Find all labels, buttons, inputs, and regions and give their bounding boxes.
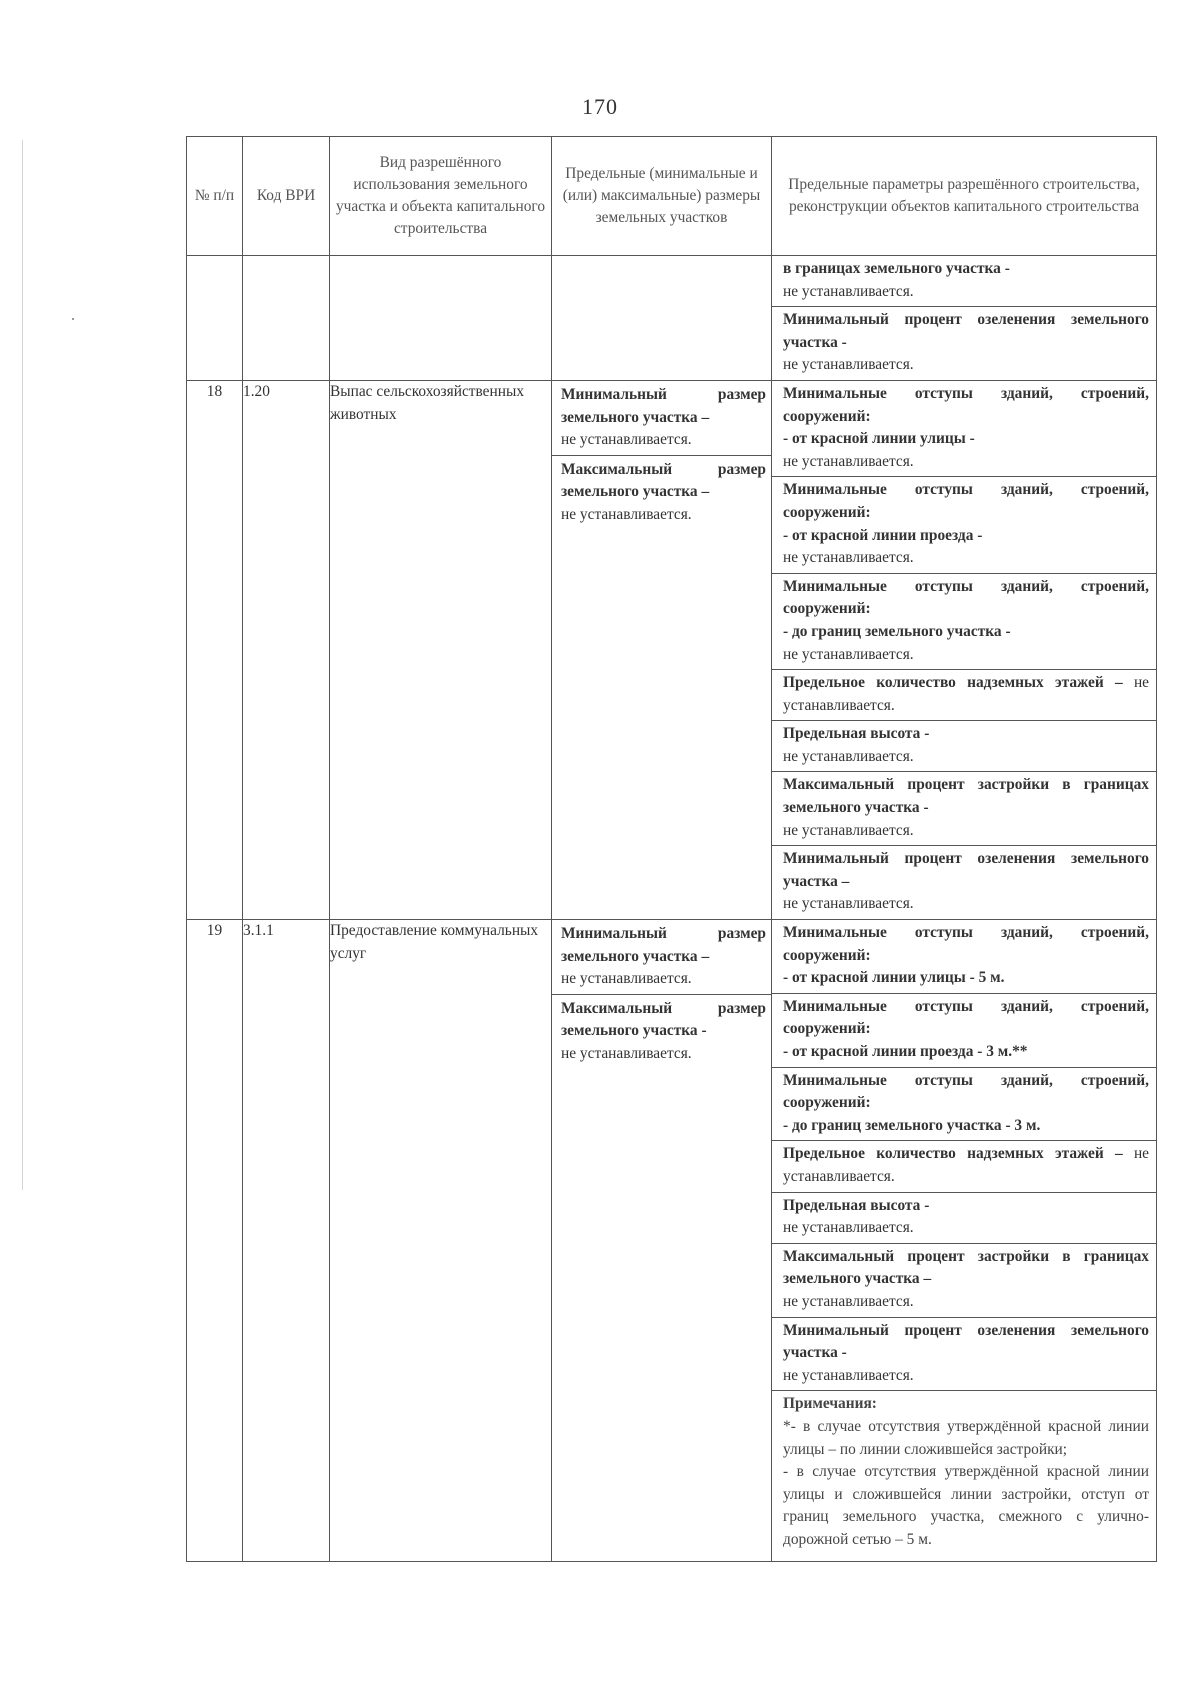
row18-use-name: Выпас сельскохозяйственных животных [330, 380, 552, 919]
row18-min-size: Минимальный размер земельного участка – не устанавливается. [552, 381, 771, 456]
row18-setback-passage: Минимальные отступы зданий, строений, сооружений: - от красной линии проезда - не устанавливается. [772, 477, 1156, 573]
cont-code-cell [243, 256, 330, 381]
row19-setback-plot-border: Минимальные отступы зданий, строений, сооружений: - до границ земельного участка - 3 м. [772, 1068, 1156, 1142]
header-build-params: Предельные параметры разрешённого строительства, реконструкции объектов капитального строительства [772, 137, 1157, 256]
row19-notes: Примечания: *- в случае отсутствия утверждённой красной линии улицы – по линии сложившейся застройки; - в случае отсутствия утверждённой красной линии улицы и сложившейся линии застройки, отступ от границ земельного участка, смежного с улично-дорожной сетью – 5 м. [783, 1395, 1149, 1548]
row19-setback-passage: Минимальные отступы зданий, строений, сооружений: - от красной линии проезда - 3 м.** [772, 994, 1156, 1068]
header-code: Код ВРИ [243, 137, 330, 256]
row19-build-percent: Максимальный процент застройки в границах земельного участка – не устанавливается. [772, 1244, 1156, 1318]
row18-setback-street: Минимальные отступы зданий, строений, сооружений: - от красной линии улицы - не устанавливается. [772, 381, 1156, 477]
row19-sizes-cell [552, 920, 772, 1562]
row18-green-percent: Минимальный процент озеленения земельного участка – не устанавливается. [783, 850, 1149, 913]
row18-sizes-cell [552, 380, 772, 919]
row19-max-size: Максимальный размер земельного участка - не устанавливается. [561, 999, 766, 1062]
row19-code: 3.1.1 [243, 920, 330, 1562]
row19-use-name: Предоставление коммунальных услуг [330, 920, 552, 1562]
table-row-19 [187, 920, 1157, 1562]
row19-note-1: *- в случае отсутствия утверждённой красной линии улицы – по линии сложившейся застройки; [783, 1417, 1149, 1458]
cont-num-cell [187, 256, 243, 381]
cont-params-cell [772, 256, 1157, 381]
row19-green-percent: Минимальный процент озеленения земельного участка - не устанавливается. [772, 1318, 1156, 1392]
param-build-percent: в границах земельного участка - не устанавливается. [772, 256, 1156, 307]
row19-num: 19 [187, 920, 243, 1562]
row18-height-limit: Предельная высота - не устанавливается. [772, 721, 1156, 772]
row18-max-size: Максимальный размер земельного участка – не устанавливается. [561, 460, 766, 523]
row18-setback-plot-border: Минимальные отступы зданий, строений, сооружений: - до границ земельного участка - не устанавливается. [772, 574, 1156, 670]
row18-floors-limit: Предельное количество надземных этажей – не устанавливается. [772, 670, 1156, 721]
scan-speck [72, 318, 74, 320]
row18-num: 18 [187, 380, 243, 919]
param-green-percent: Минимальный процент озеленения земельного участка - не устанавливается. [783, 311, 1149, 374]
cont-sizes-cell [552, 256, 772, 381]
row19-height-limit: Предельная высота - не устанавливается. [772, 1193, 1156, 1244]
row19-params-cell [772, 920, 1157, 1562]
row18-params-cell [772, 380, 1157, 919]
row18-build-percent: Максимальный процент застройки в границах земельного участка - не устанавливается. [772, 772, 1156, 846]
page-number: 170 [582, 94, 618, 119]
header-plot-sizes: Предельные (минимальные и (или) максимальные) размеры земельных участков [552, 137, 772, 256]
table-row-continuation [187, 256, 1157, 381]
row19-setback-street: Минимальные отступы зданий, строений, сооружений: - от красной линии улицы - 5 м. [772, 920, 1156, 994]
row18-code: 1.20 [243, 380, 330, 919]
land-use-regulations-table [186, 136, 1157, 1562]
row19-floors-limit: Предельное количество надземных этажей – не устанавливается. [772, 1141, 1156, 1192]
row19-min-size: Минимальный размер земельного участка – не устанавливается. [552, 920, 771, 995]
table-row-18 [187, 380, 1157, 919]
cont-name-cell [330, 256, 552, 381]
scan-edge-mark [22, 140, 23, 1190]
row19-note-2: - в случае отсутствия утверждённой красной линии улицы и сложившейся линии застройки, отступ от границ земельного участка, смежного с улично-дорожной сетью – 5 м. [783, 1463, 1149, 1548]
header-num: № п/п [187, 137, 243, 256]
table-header-row [187, 137, 1157, 256]
header-use-type: Вид разрешённого использования земельного участка и объекта капитального строительства [330, 137, 552, 256]
